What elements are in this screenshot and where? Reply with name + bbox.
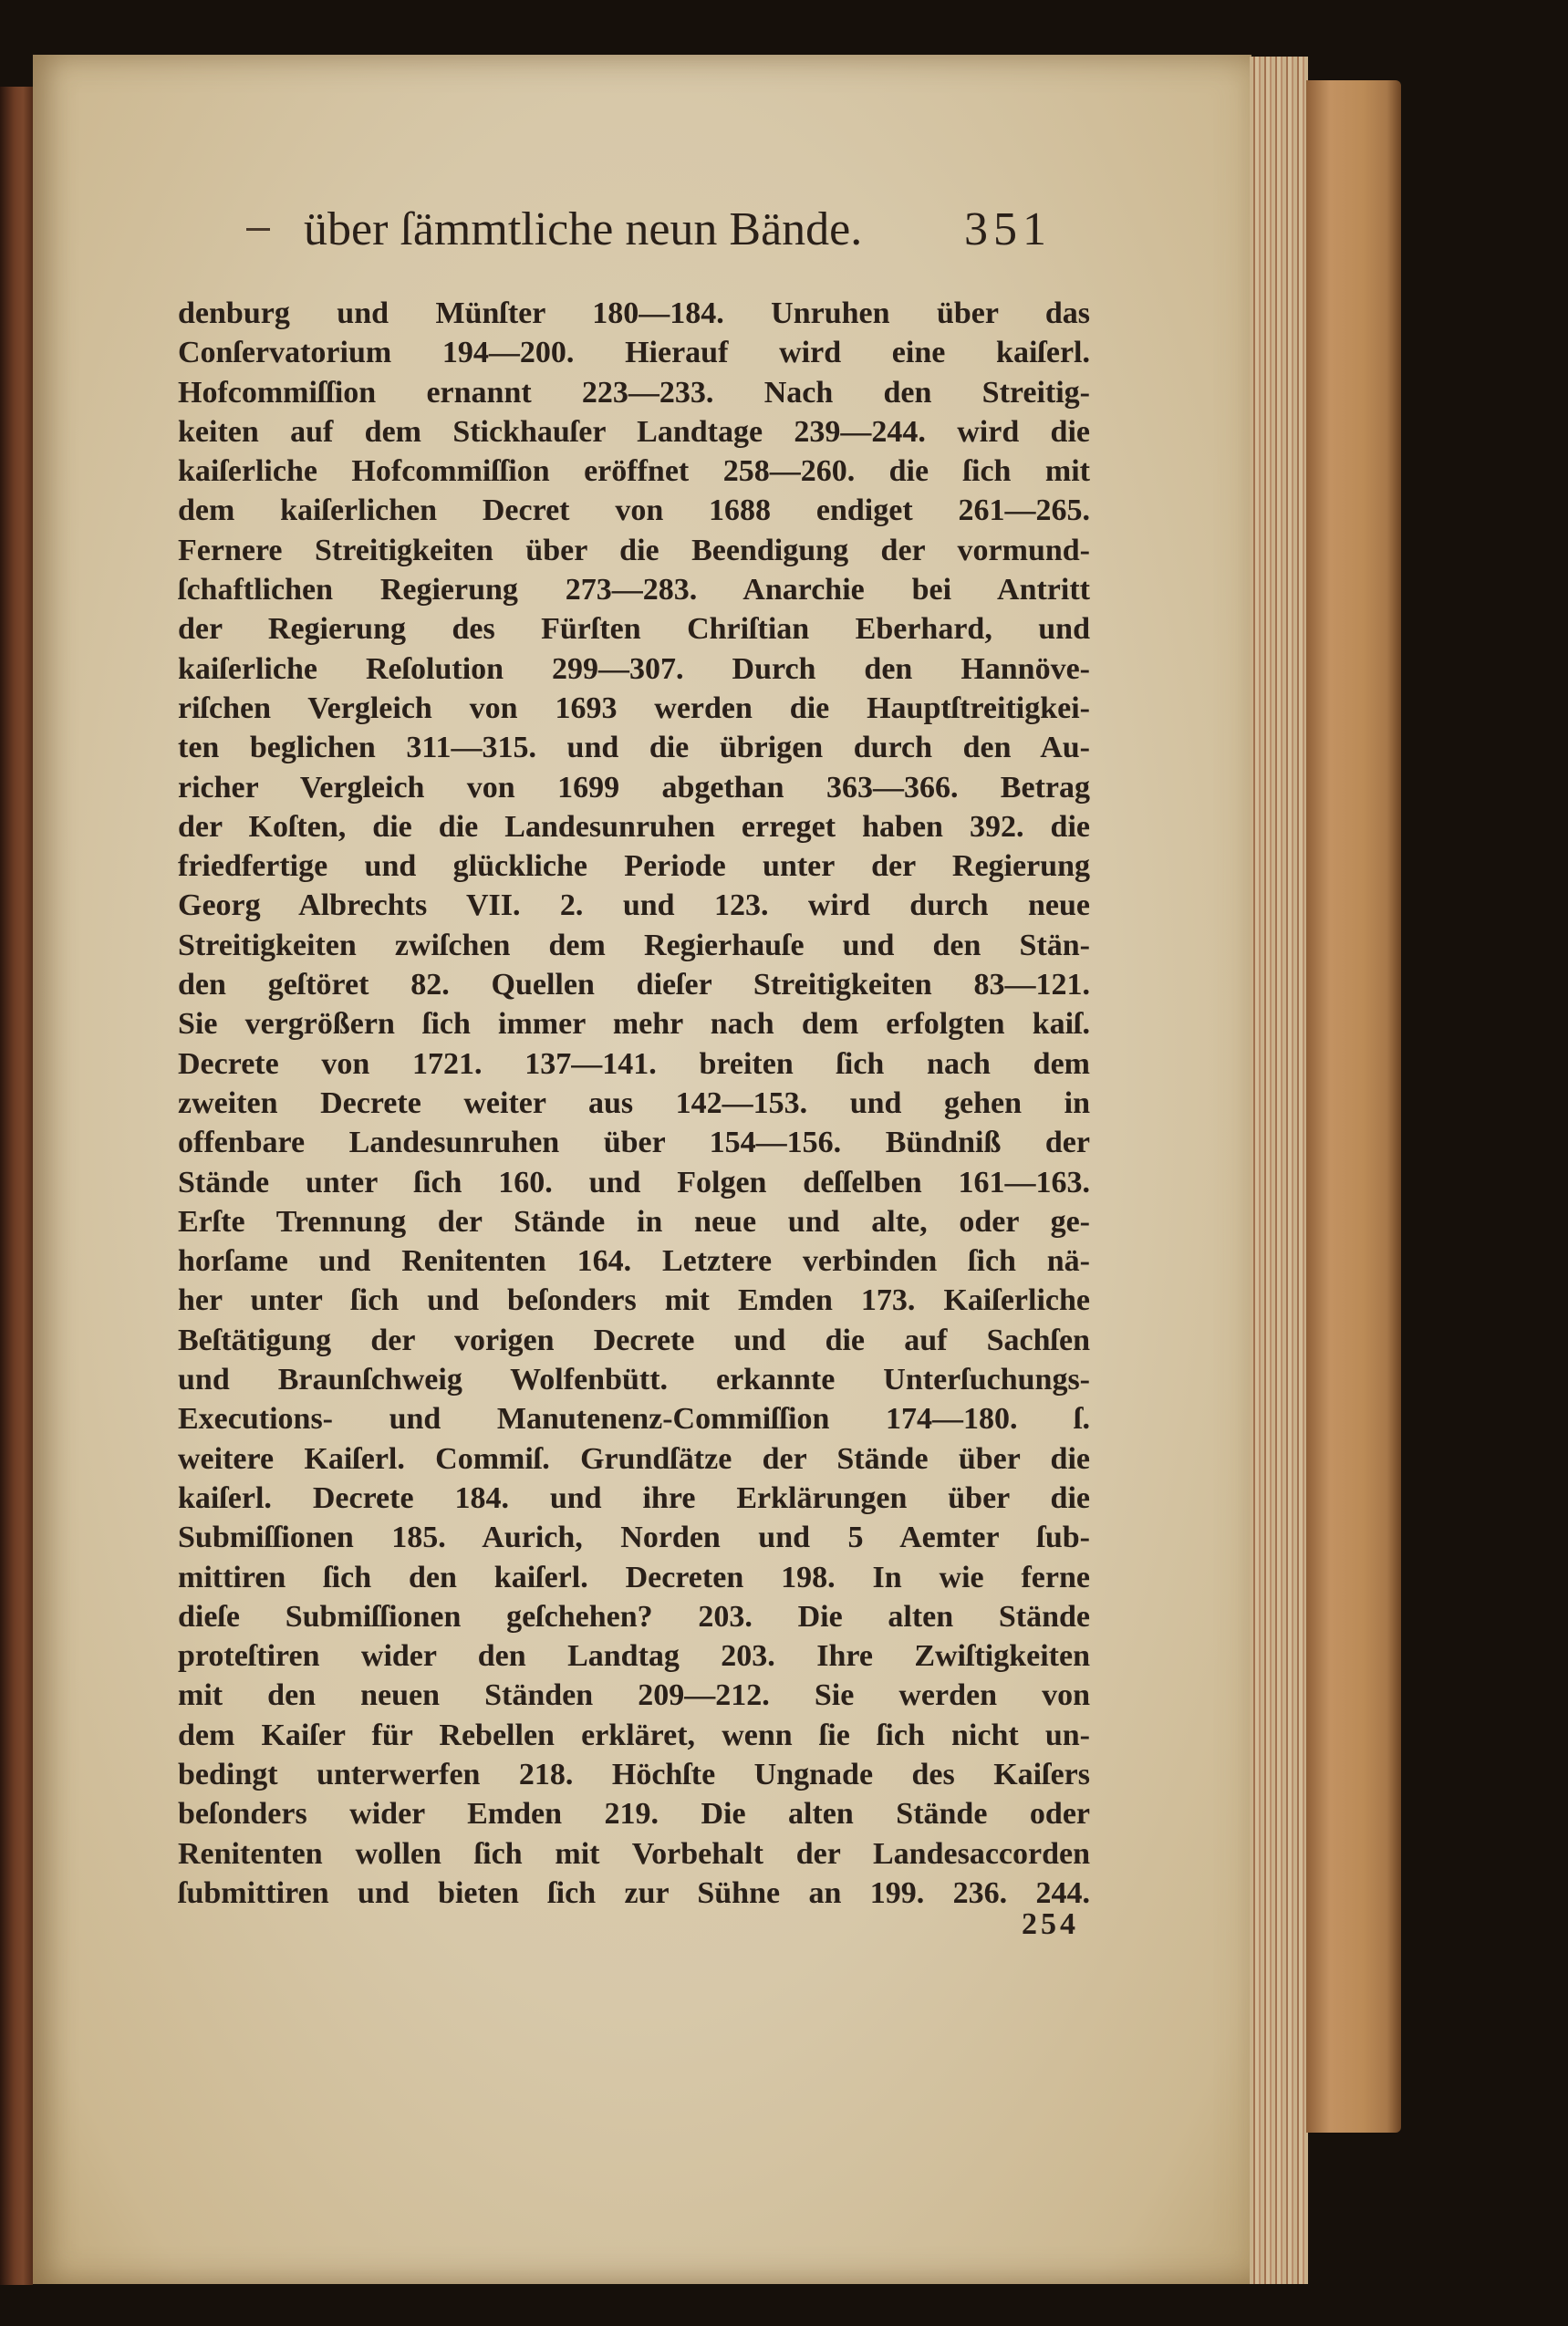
text-line: weitere Kaiſerl. Commiſ. Grundſätze der Stände über die bbox=[178, 1441, 1090, 1476]
text-line: mit den neuen Ständen 209—212. Sie werden von bbox=[178, 1678, 1090, 1713]
previous-page-edge bbox=[0, 87, 33, 2285]
book-cover-board bbox=[1306, 80, 1401, 2133]
text-line: Georg Albrechts VII. 2. und 123. wird durch neue bbox=[178, 888, 1090, 923]
text-line: der Koſten, die die Landesunruhen erreget haben 392. die bbox=[178, 809, 1090, 844]
text-line: her unter ſich und beſonders mit Emden 173. Kaiſerliche bbox=[178, 1283, 1090, 1318]
text-line: proteſtiren wider den Landtag 203. Ihre Zwiſtigkeiten bbox=[178, 1639, 1090, 1674]
text-line: Streitigkeiten zwiſchen dem Regierhauſe und den Stän- bbox=[178, 928, 1090, 962]
text-line: Renitenten wollen ſich mit Vorbehalt der Landesaccorden bbox=[178, 1836, 1090, 1871]
text-line: riſchen Vergleich von 1693 werden die Hauptſtreitigkei- bbox=[178, 691, 1090, 725]
text-line: friedfertige und glückliche Periode unter der Regierung bbox=[178, 849, 1090, 884]
text-line: Fernere Streitigkeiten über die Beendigung der vormund- bbox=[178, 533, 1090, 567]
text-line: beſonders wider Emden 219. Die alten Stände oder bbox=[178, 1797, 1090, 1832]
text-line: kaiſerliche Reſolution 299—307. Durch den Hannöve- bbox=[178, 651, 1090, 686]
text-line: Executions- und Manutenenz-Commiſſion 174—180. ſ. bbox=[178, 1402, 1090, 1437]
text-line: keiten auf dem Stickhauſer Landtage 239—244. wird die bbox=[178, 414, 1090, 449]
text-line: kaiſerl. Decrete 184. und ihre Erklärungen über die bbox=[178, 1480, 1090, 1515]
page-number: 351 bbox=[964, 203, 1052, 255]
text-line: Decrete von 1721. 137—141. breiten ſich nach dem bbox=[178, 1046, 1090, 1081]
text-line: Sie vergrößern ſich immer mehr nach dem erfolgten kaiſ. bbox=[178, 1007, 1090, 1042]
text-line: richer Vergleich von 1699 abgethan 363—366. Betrag bbox=[178, 770, 1090, 805]
text-line: Hofcommiſſion ernannt 223—233. Nach den Streitig- bbox=[178, 375, 1090, 410]
text-block bbox=[178, 294, 1090, 1913]
text-line: ten beglichen 311—315. und die übrigen durch den Au- bbox=[178, 731, 1090, 765]
running-head: über ſämmtliche neun Bände. bbox=[304, 203, 863, 255]
text-line: dem kaiſerlichen Decret von 1688 endiget 261—265. bbox=[178, 493, 1090, 528]
text-line: kaiſerliche Hofcommiſſion eröffnet 258—260. die ſich mit bbox=[178, 454, 1090, 489]
text-line: dieſe Submiſſionen geſchehen? 203. Die alten Stände bbox=[178, 1599, 1090, 1634]
text-line: ſubmittiren und bieten ſich zur Sühne an 199. 236. 244. bbox=[178, 1875, 1090, 1910]
text-line: offenbare Landesunruhen über 154—156. Bündniß der bbox=[178, 1126, 1090, 1160]
text-line: Conſervatorium 194—200. Hierauf wird eine kaiſerl. bbox=[178, 336, 1090, 370]
catchword: 254 bbox=[1022, 1907, 1079, 1941]
text-line: dem Kaiſer für Rebellen erkläret, wenn ſie ſich nicht un- bbox=[178, 1718, 1090, 1752]
page-fore-edge bbox=[1250, 57, 1308, 2284]
text-line: bedingt unterwerfen 218. Höchſte Ungnade des Kaiſers bbox=[178, 1757, 1090, 1791]
text-line: mittiren ſich den kaiſerl. Decreten 198. In wie ferne bbox=[178, 1560, 1090, 1594]
text-line: und Braunſchweig Wolfenbütt. erkannte Unterſuchungs- bbox=[178, 1363, 1090, 1397]
text-line: Stände unter ſich 160. und Folgen deſſelben 161—163. bbox=[178, 1165, 1090, 1199]
text-line: Beſtätigung der vorigen Decrete und die auf Sachſen bbox=[178, 1323, 1090, 1357]
text-line: ſchaftlichen Regierung 273—283. Anarchie bei Antritt bbox=[178, 573, 1090, 607]
text-line: zweiten Decrete weiter aus 142—153. und gehen in bbox=[178, 1085, 1090, 1120]
text-line: denburg und Münſter 180—184. Unruhen über das bbox=[178, 296, 1090, 330]
header-dash-mark bbox=[246, 228, 270, 231]
text-line: horſame und Renitenten 164. Letztere verbinden ſich nä- bbox=[178, 1244, 1090, 1279]
text-line: der Regierung des Fürſten Chriſtian Eberhard, und bbox=[178, 612, 1090, 647]
text-line: den geſtöret 82. Quellen dieſer Streitigkeiten 83—121. bbox=[178, 968, 1090, 1002]
text-line: Erſte Trennung der Stände in neue und alte, oder ge- bbox=[178, 1204, 1090, 1239]
text-line: Submiſſionen 185. Aurich, Norden und 5 Aemter ſub- bbox=[178, 1521, 1090, 1555]
